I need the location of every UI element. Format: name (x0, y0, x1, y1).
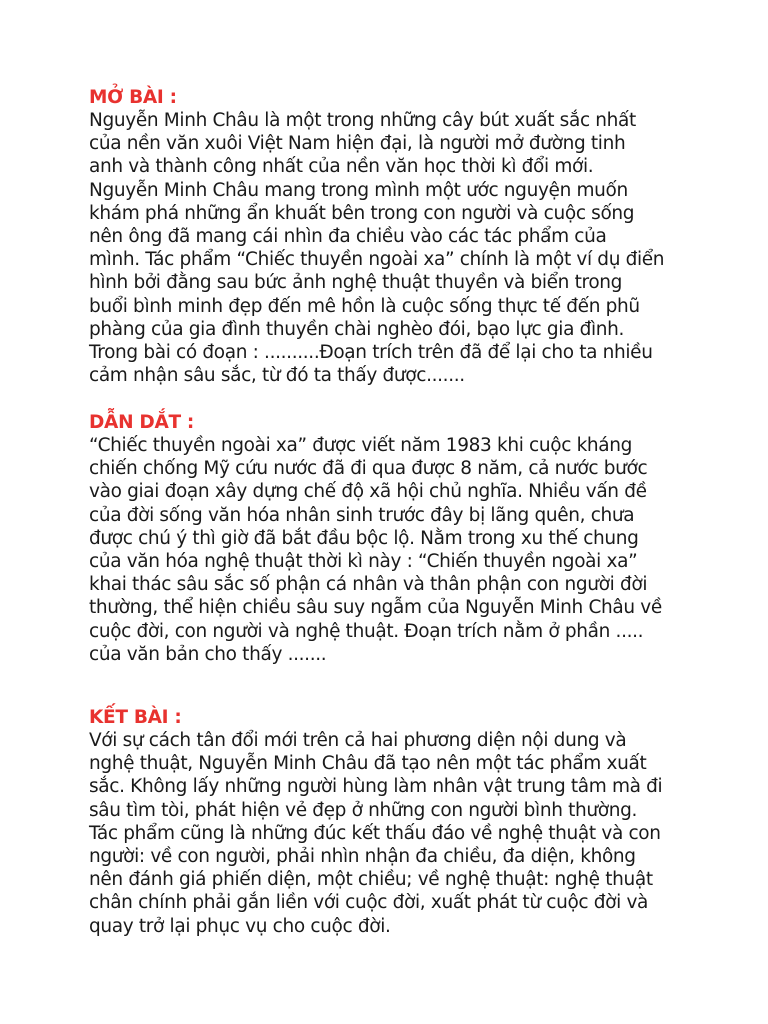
intro-line: khám phá những ẩn khuất bên trong con người và cuộc sống (89, 202, 635, 224)
conclusion-line: sắc. Không lấy những người hùng làm nhân vật trung tâm mà đi (89, 776, 663, 798)
intro-line: buổi bình minh đẹp đến mê hồn là cuộc sống thực tế đến phũ (89, 295, 640, 317)
conclusion-line: Với sự cách tân đổi mới trên cả hai phương diện nội dung và (89, 730, 627, 751)
conclusion-section (89, 706, 662, 938)
lead-line: cuộc đời, con người và nghệ thuật. Đoạn trích nằm ở phần ..... (89, 620, 644, 642)
lead-paragraph (89, 434, 662, 666)
intro-line: Nguyễn Minh Châu là một trong những cây bút xuất sắc nhất (89, 110, 636, 131)
conclusion-line: nên đánh giá phiến diện, một chiều; về nghệ thuật: nghệ thuật (89, 869, 653, 891)
intro-line: anh và thành công nhất của nền văn học thời kì đổi mới. (89, 156, 594, 178)
conclusion-line: Tác phẩm cũng là những đúc kết thấu đáo về nghệ thuật và con (89, 822, 661, 844)
lead-line: thường, thể hiện chiều sâu suy ngẫm của Nguyễn Minh Châu về (89, 597, 662, 619)
intro-line: hình bởi đằng sau bức ảnh nghệ thuật thuyền và biển trong (89, 272, 623, 294)
intro-line: nên ông đã mang cái nhìn đa chiều vào các tác phẩm của (89, 226, 607, 248)
intro-line: của nền văn xuôi Việt Nam hiện đại, là người mở đường tinh (89, 133, 626, 155)
conclusion-line: quay trở lại phục vụ cho cuộc đời. (89, 915, 391, 937)
lead-line: được chú ý thì giờ đã bắt đầu bộc lộ. Nằm trong xu thế chung (89, 527, 639, 549)
intro-section (89, 86, 664, 387)
lead-section (89, 411, 662, 666)
intro-heading: MỞ BÀI : (89, 87, 177, 108)
lead-line: vào giai đoạn xây dựng chế độ xã hội chủ nghĩa. Nhiều vấn đề (89, 481, 647, 503)
intro-line: cảm nhận sâu sắc, từ đó ta thấy được....... (89, 365, 465, 387)
intro-paragraph (89, 109, 664, 387)
lead-line: chiến chống Mỹ cứu nước đã đi qua được 8 năm, cả nước bước (89, 458, 648, 480)
conclusion-paragraph (89, 729, 662, 938)
intro-line: Trong bài có đoạn : ..........Đoạn trích trên đã để lại cho ta nhiều (89, 342, 653, 364)
intro-line: phàng của gia đình thuyền chài nghèo đói, bạo lực gia đình. (89, 318, 625, 340)
lead-line: của văn bản cho thấy ....... (89, 643, 327, 665)
conclusion-heading: KẾT BÀI : (89, 707, 182, 728)
lead-line: của đời sống văn hóa nhân sinh trước đây bị lãng quên, chưa (89, 504, 635, 526)
intro-line: mình. Tác phẩm “Chiếc thuyền ngoài xa” chính là một ví dụ điển (89, 249, 665, 271)
conclusion-line: chân chính phải gắn liền với cuộc đời, xuất phát từ cuộc đời và (89, 892, 649, 914)
lead-line: “Chiếc thuyền ngoài xa” được viết năm 1983 khi cuộc kháng (89, 435, 633, 456)
lead-line: khai thác sâu sắc số phận cá nhân và thân phận con người đời (89, 574, 648, 596)
lead-heading: DẪN DẮT : (89, 412, 195, 433)
intro-line: Nguyễn Minh Châu mang trong mình một ước nguyện muốn (89, 179, 628, 201)
conclusion-line: người: về con người, phải nhìn nhận đa chiều, đa diện, không (89, 846, 636, 868)
conclusion-line: sâu tìm tòi, phát hiện vẻ đẹp ở những con người bình thường. (89, 799, 638, 821)
conclusion-line: nghệ thuật, Nguyễn Minh Châu đã tạo nên một tác phẩm xuất (89, 753, 647, 775)
lead-line: của văn hóa nghệ thuật thời kì này : “Chiến thuyền ngoài xa” (89, 551, 638, 573)
